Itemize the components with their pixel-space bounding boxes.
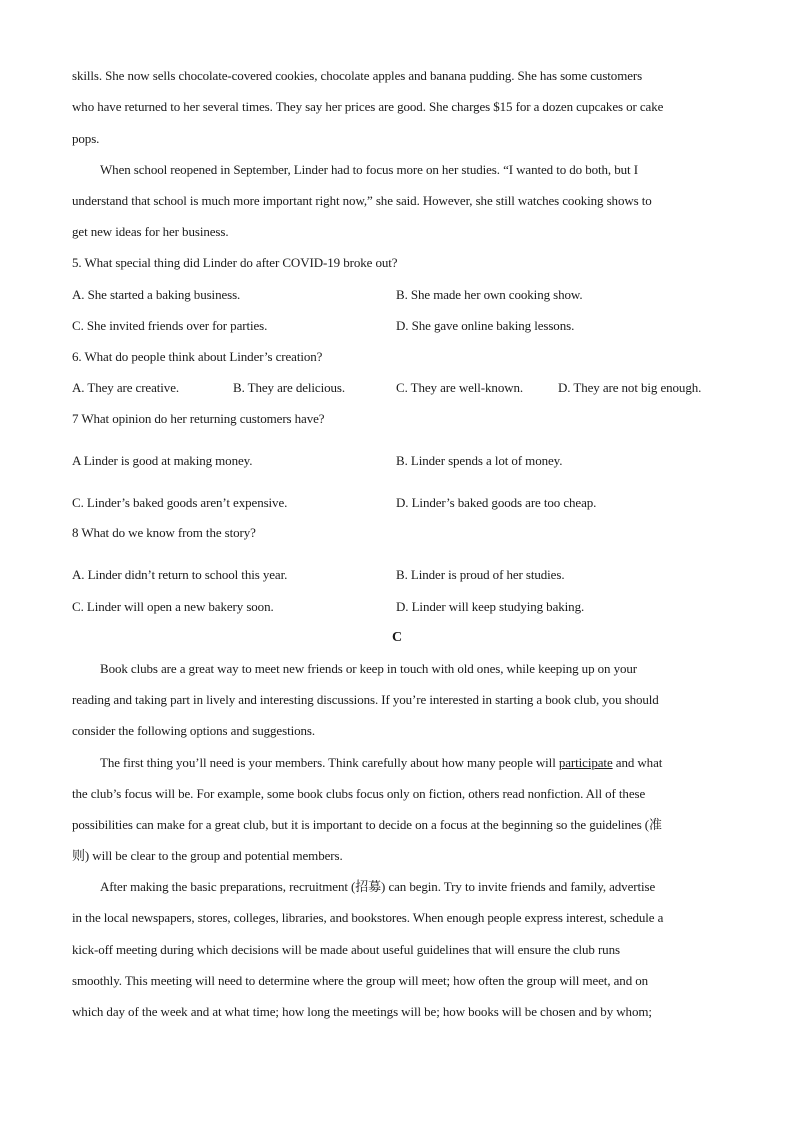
passage-c-p2-line-4: 则) will be clear to the group and potential members. [72,848,343,863]
passage-c-p1-line-1: Book clubs are a great way to meet new friends or keep in touch with old ones, while keeping up on your [100,661,638,676]
p2-line-1-text: The first thing you’ll need is your members. Think carefully about how many people will [100,755,559,770]
passage-c-p3-line-5: which day of the week and at what time; how long the meetings will be; how books will be chosen and by whom; [72,1004,652,1019]
question-6-stem: 6. What do people think about Linder’s creation? [72,349,323,364]
question-8-option-a: A. Linder didn’t return to school this year. [72,567,288,582]
passage-c-p1-line-2: reading and taking part in lively and interesting discussions. If you’re interested in starting a book club, you should [72,692,659,707]
passage-c-heading: C [391,630,403,645]
question-7-option-a: A Linder is good at making money. [72,453,253,468]
question-5-option-a: A. She started a baking business. [72,287,241,302]
question-6-option-a: A. They are creative. [72,380,180,395]
passage-c-p3-line-4: smoothly. This meeting will need to determine where the group will meet; how often the group will meet, and on [72,973,649,988]
passage-b-p1-line-1: skills. She now sells chocolate-covered cookies, chocolate apples and banana pudding. She has some customers [72,68,643,83]
passage-b-p1-line-3: pops. [72,131,100,146]
passage-c-p2-line-3: possibilities can make for a great club, but it is important to decide on a focus at the beginning so the guidelines (准 [72,817,662,832]
question-8-option-c: C. Linder will open a new bakery soon. [72,599,274,614]
question-8-stem: 8 What do we know from the story? [72,525,256,540]
passage-c-p3-line-3: kick-off meeting during which decisions will be made about useful guidelines that will ensure the club runs [72,942,620,957]
question-6-option-b: B. They are delicious. [233,380,346,395]
question-7-option-d: D. Linder’s baked goods are too cheap. [396,495,597,510]
passage-c-p3-line-2: in the local newspapers, stores, colleges, libraries, and bookstores. When enough people express interest, schedule a [72,910,664,925]
question-5-option-d: D. She gave online baking lessons. [396,318,575,333]
passage-b-p2-line-1: When school reopened in September, Linder had to focus more on her studies. “I wanted to do both, but I [100,162,638,177]
question-8-option-b: B. Linder is proud of her studies. [396,567,565,582]
passage-c-p2-line-1 [100,755,662,771]
p2-line-1-tail: and what [612,755,663,770]
question-7-stem: 7 What opinion do her returning customers have? [72,411,325,426]
question-6-option-c: C. They are well-known. [396,380,524,395]
passage-b-p1-line-2: who have returned to her several times. They say her prices are good. She charges $15 for a dozen cupcakes or cake [72,99,664,114]
passage-c-p1-line-3: consider the following options and suggestions. [72,723,315,738]
passage-b-p2-line-3: get new ideas for her business. [72,224,229,239]
question-5-option-c: C. She invited friends over for parties. [72,318,268,333]
question-6-option-d: D. They are not big enough. [558,380,702,395]
question-5-option-b: B. She made her own cooking show. [396,287,583,302]
question-8-option-d: D. Linder will keep studying baking. [396,599,585,614]
passage-c-p2-line-2: the club’s focus will be. For example, some book clubs focus only on fiction, others read nonfiction. All of these [72,786,646,801]
question-7-option-c: C. Linder’s baked goods aren’t expensive. [72,495,288,510]
question-7-option-b: B. Linder spends a lot of money. [396,453,563,468]
underlined-word: participate [558,755,613,770]
passage-b-p2-line-2: understand that school is much more important right now,” she said. However, she still watches cooking shows to [72,193,652,208]
question-5-stem: 5. What special thing did Linder do after COVID-19 broke out? [72,255,398,270]
passage-c-p3-line-1: After making the basic preparations, recruitment (招募) can begin. Try to invite friends and family, advertise [100,879,656,894]
